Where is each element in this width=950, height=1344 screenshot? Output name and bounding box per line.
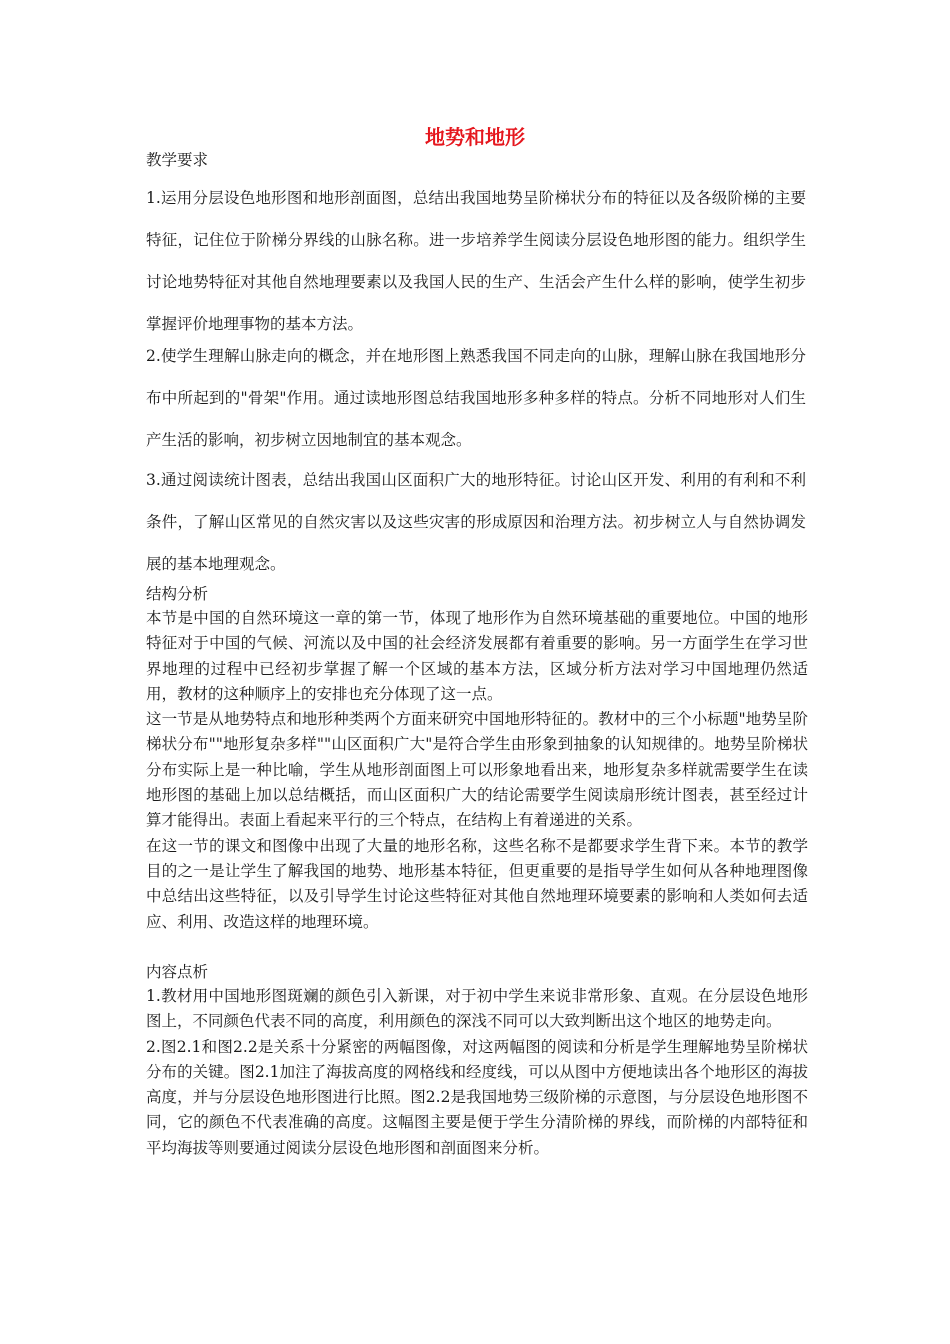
structure-paragraph-3: 在这一节的课文和图像中出现了大量的地形名称，这些名称不是都要求学生背下来。本节的教学目的之一是让学生了解我国的地势、地形基本特征，但更重要的是指导学生如何从各种地理图像中总结出这些特征，以及引导学生讨论这些特征对其他自然地理环境要素的影响和人类如何去适应、利用、改造这样的地理环境。 [146, 836, 808, 931]
structure-block [146, 606, 808, 935]
content-paragraph-2: 2.图2.1和图2.2是关系十分紧密的两幅图像，对这两幅图的阅读和分析是学生理解地势呈阶梯状分布的关键。图2.1加注了海拔高度的网格线和经度线，可以从图中方便地读出各个地形区的海拔高度，并与分层设色地形图进行比照。图2.2是我国地势三级阶梯的示意图，与分层设色地形图不同，它的颜色不代表准确的高度。这幅图主要是便于学生分清阶梯的界线，而阶梯的内部特征和平均海拔等则要通过阅读分层设色地形图和剖面图来分析。 [146, 1037, 808, 1157]
structure-paragraph-1: 本节是中国的自然环境这一章的第一节，体现了地形作为自然环境基础的重要地位。中国的地形特征对于中国的气候、河流以及中国的社会经济发展都有着重要的影响。另一方面学生在学习世界地理的过程中已经初步掌握了解一个区域的基本方法，区域分析方法对学习中国地理仍然适用，教材的这种顺序上的安排也充分体现了这一点。 [146, 609, 808, 703]
requirement-paragraph-3: 3.通过阅读统计图表，总结出我国山区面积广大的地形特征。讨论山区开发、利用的有利和不利条件，了解山区常见的自然灾害以及这些灾害的形成原因和治理方法。初步树立人与自然协调发展的基本地理观念。 [146, 471, 806, 573]
section-heading-content: 内容点析 [146, 963, 209, 981]
requirement-paragraph-1: 1.运用分层设色地形图和地形剖面图，总结出我国地势呈阶梯状分布的特征以及各级阶梯的主要特征，记住位于阶梯分界线的山脉名称。进一步培养学生阅读分层设色地形图的能力。组织学生讨论地势特征对其他自然地理要素以及我国人民的生产、生活会产生什么样的影响，使学生初步掌握评价地理事物的基本方法。 [146, 189, 806, 333]
requirements-block-2 [146, 335, 806, 461]
section-heading-requirements: 教学要求 [146, 151, 209, 169]
requirements-block-3 [146, 459, 806, 585]
content-block [146, 984, 808, 1161]
requirement-paragraph-2: 2.使学生理解山脉走向的概念，并在地形图上熟悉我国不同走向的山脉，理解山脉在我国地形分布中所起到的"骨架"作用。通过读地形图总结我国地形多种多样的特点。分析不同地形对人们生产生活的影响，初步树立因地制宜的基本观念。 [146, 347, 806, 449]
content-paragraph-1: 1.教材用中国地形图斑斓的颜色引入新课，对于初中学生来说非常形象、直观。在分层设色地形图上，不同颜色代表不同的高度，利用颜色的深浅不同可以大致判断出这个地区的地势走向。 [146, 987, 808, 1031]
section-heading-structure: 结构分析 [146, 585, 209, 603]
structure-paragraph-2: 这一节是从地势特点和地形种类两个方面来研究中国地形特征的。教材中的三个小标题"地势呈阶梯状分布""地形复杂多样""山区面积广大"是符合学生由形象到抽象的认知规律的。地势呈阶梯状分布实际上是一种比喻，学生从地形剖面图上可以形象地看出来，地形复杂多样就需要学生在读地形图的基础上加以总结概括，而山区面积广大的结论需要学生阅读扇形统计图表，甚至经过计算才能得出。表面上看起来平行的三个特点，在结构上有着递进的关系。 [146, 710, 808, 830]
page-title: 地势和地形 [425, 125, 525, 149]
requirements-block [146, 177, 806, 345]
